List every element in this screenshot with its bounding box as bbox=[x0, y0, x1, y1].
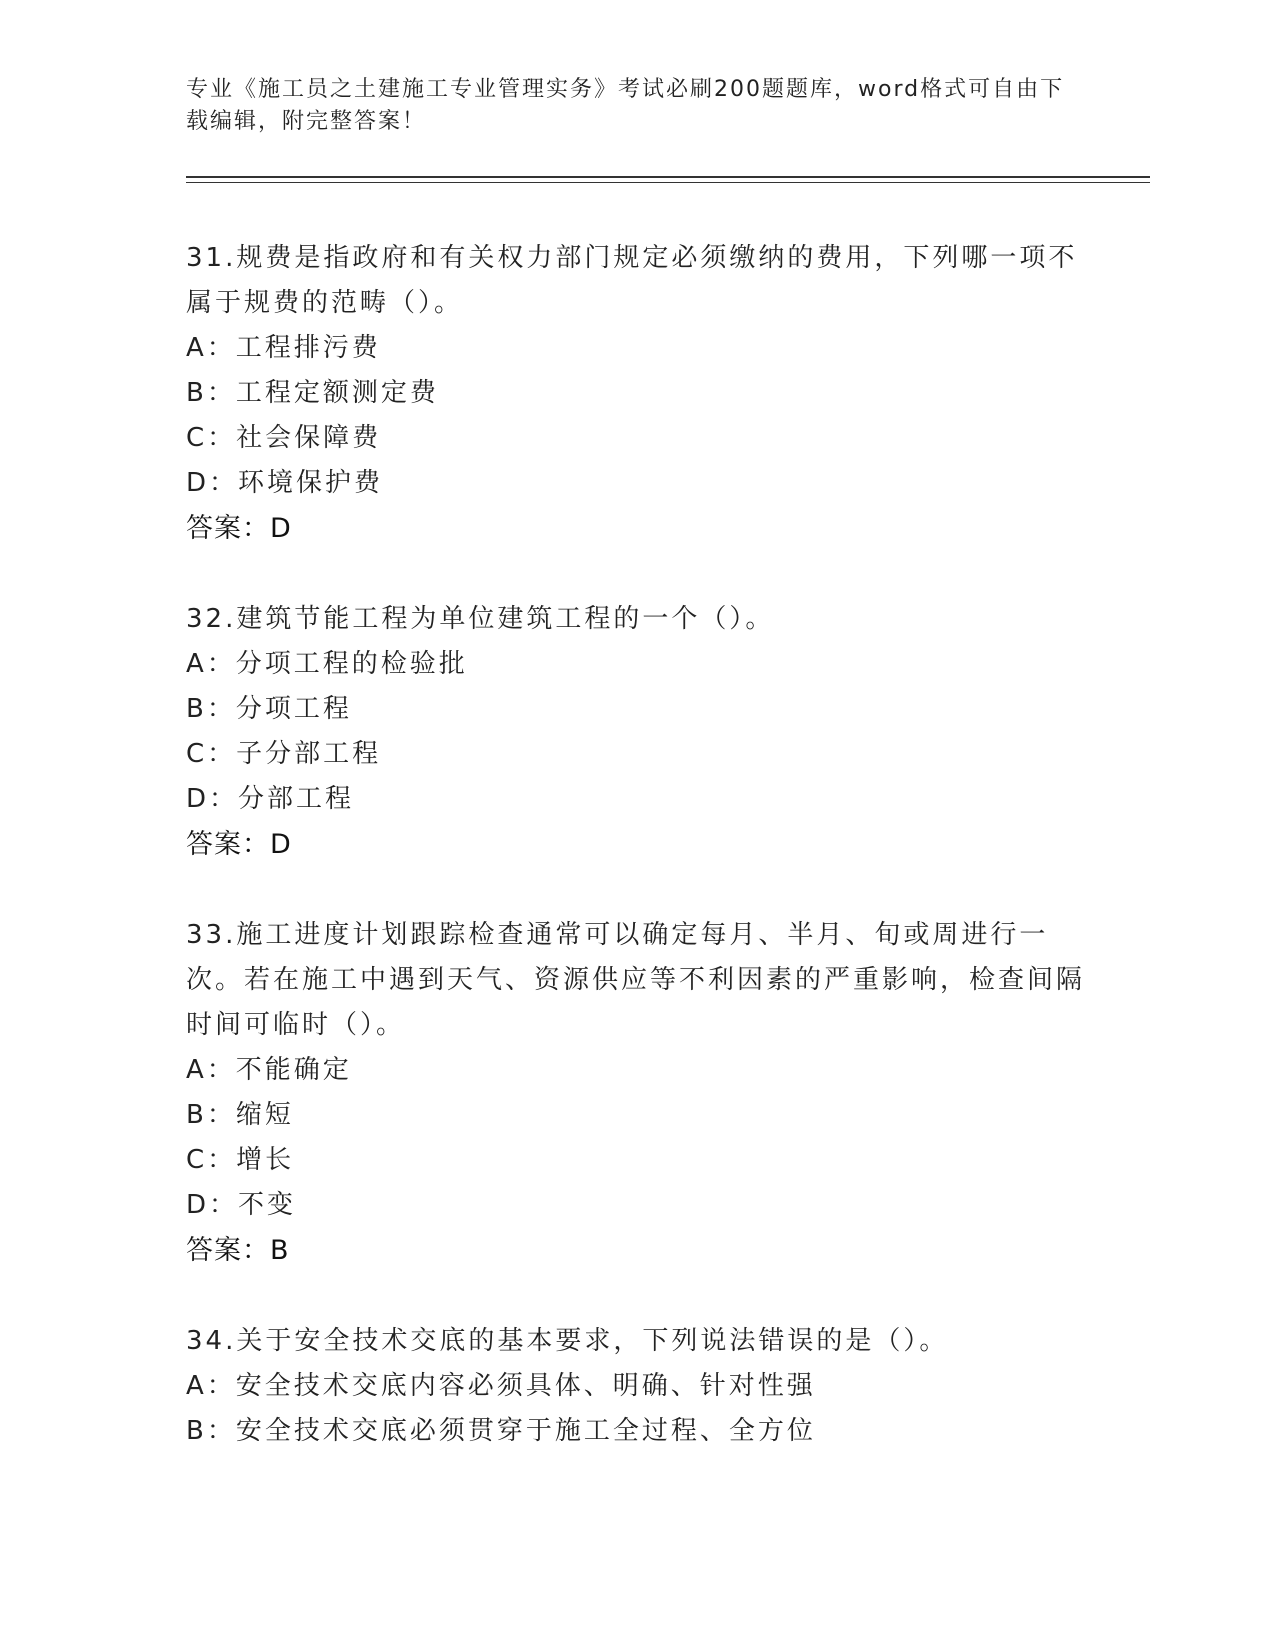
option-a: A：工程排污费 bbox=[186, 333, 381, 363]
option-b: B：安全技术交底必须贯穿于施工全过程、全方位 bbox=[186, 1416, 816, 1446]
question-stem: 34.关于安全技术交底的基本要求，下列说法错误的是（）。 bbox=[186, 1326, 949, 1356]
header-divider-thick bbox=[186, 176, 1150, 178]
option-c: C：增长 bbox=[186, 1145, 295, 1175]
header-divider-thin bbox=[186, 182, 1150, 183]
question-32 bbox=[186, 597, 1086, 867]
question-31 bbox=[186, 236, 1086, 551]
option-d: D：不变 bbox=[186, 1190, 297, 1220]
answer-line: 答案：B bbox=[186, 1235, 290, 1266]
option-d: D：环境保护费 bbox=[186, 468, 384, 498]
option-a: A：安全技术交底内容必须具体、明确、针对性强 bbox=[186, 1371, 816, 1401]
answer-line: 答案：D bbox=[186, 829, 292, 860]
question-stem: 31.规费是指政府和有关权力部门规定必须缴纳的费用，下列哪一项不属于规费的范畴（）。 bbox=[186, 243, 1078, 318]
option-b: B：缩短 bbox=[186, 1100, 294, 1130]
question-stem: 32.建筑节能工程为单位建筑工程的一个（）。 bbox=[186, 604, 775, 634]
option-a: A：分项工程的检验批 bbox=[186, 649, 468, 679]
document-header: 专业《施工员之土建施工专业管理实务》考试必刷200题题库，word格式可自由下载编辑，附完整答案！ bbox=[186, 77, 1065, 134]
answer-line: 答案：D bbox=[186, 513, 292, 544]
option-c: C：社会保障费 bbox=[186, 423, 382, 453]
question-34 bbox=[186, 1319, 1086, 1454]
question-list bbox=[186, 236, 1086, 1454]
option-c: C：子分部工程 bbox=[186, 739, 382, 769]
question-33 bbox=[186, 913, 1086, 1273]
option-a: A：不能确定 bbox=[186, 1055, 352, 1085]
option-b: B：工程定额测定费 bbox=[186, 378, 439, 408]
option-d: D：分部工程 bbox=[186, 784, 355, 814]
question-stem: 33.施工进度计划跟踪检查通常可以确定每月、半月、旬或周进行一次。若在施工中遇到天气、资源供应等不利因素的严重影响，检查间隔时间可临时（）。 bbox=[186, 920, 1086, 1040]
option-b: B：分项工程 bbox=[186, 694, 352, 724]
